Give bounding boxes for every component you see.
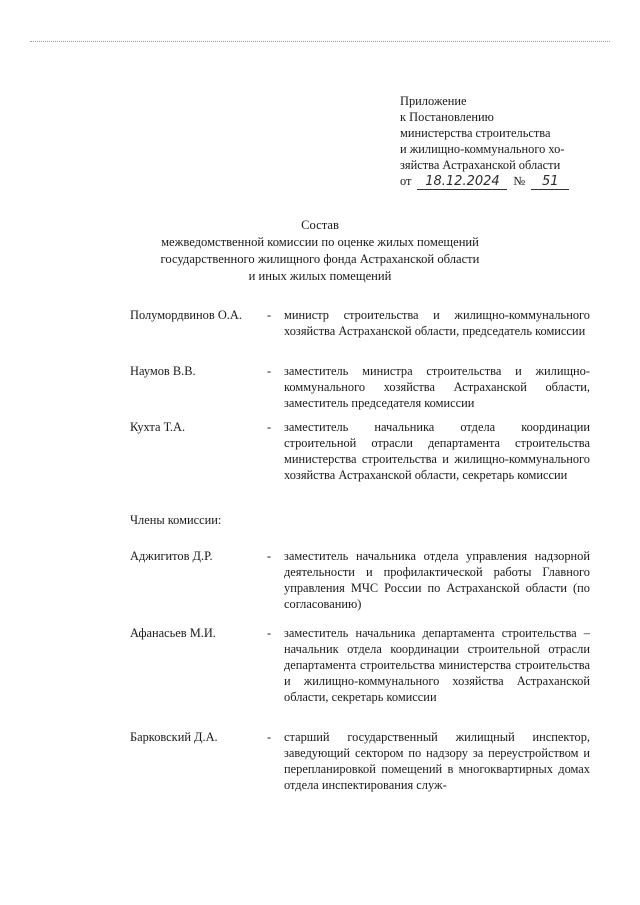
person-name: Барковский Д.А. [130, 730, 218, 744]
title-heading: Состав [301, 218, 339, 232]
person-description: заместитель министра строительства и жилищно-коммунального хозяйства Астраханской области, заместитель председателя комиссии [284, 364, 590, 410]
top-dotted-rule [30, 41, 610, 42]
appendix-block [400, 93, 605, 190]
person-name: Наумов В.В. [130, 364, 196, 378]
title-line-3: и иных жилых помещений [248, 269, 392, 283]
entry-dash: - [267, 626, 272, 640]
list-item [130, 548, 590, 612]
entry-dash: - [267, 364, 272, 378]
appendix-date-line [400, 173, 605, 190]
appendix-line-3: министерства строительства [400, 126, 551, 140]
entry-dash: - [267, 420, 272, 434]
list-item [130, 307, 590, 339]
person-name: Кухта Т.А. [130, 420, 186, 434]
entry-dash: - [267, 730, 272, 744]
appendix-line-4: и жилищно-коммунального хо- [400, 142, 565, 156]
list-item [130, 729, 590, 793]
person-name: Афанасьев М.И. [130, 626, 216, 640]
title-line-2: государственного жилищного фонда Астраханской области [160, 252, 480, 266]
date-prefix: от [400, 174, 412, 188]
members-heading: Члены комиссии: [130, 513, 222, 527]
appendix-line-2: к Постановлению [400, 110, 494, 124]
appendix-line-5: зяйства Астраханской области [400, 158, 561, 172]
person-name: Аджигитов Д.Р. [130, 549, 213, 563]
list-item [130, 363, 590, 411]
handwritten-date: 18.12.2024 [417, 175, 507, 190]
title-line-1: межведомственной комиссии по оценке жилых помещений [161, 235, 479, 249]
list-item [130, 419, 590, 483]
person-description: заместитель начальника отдела координации строительной отрасли департамента строительства министерства строительства и жилищно-коммунального хозяйства Астраханской области, секретарь комиссии [284, 420, 590, 482]
entry-dash: - [267, 549, 272, 563]
person-description: старший государственный жилищный инспектор, заведующий сектором по надзору за переустройством и перепланировкой помещений в многоквартирных домах отдела инспектирования служ- [284, 730, 590, 792]
person-description: заместитель начальника департамента строительства – начальник отдела координации строительной отрасли департамента строительства министерства строительства и жилищно-коммунального хозяйства Астраханской области, секретарь комиссии [284, 626, 590, 704]
person-description: министр строительства и жилищно-коммунального хозяйства Астраханской области, председатель комиссии [284, 308, 590, 338]
document-title [150, 217, 490, 285]
handwritten-number: 51 [531, 175, 569, 190]
list-item [130, 625, 590, 705]
entry-dash: - [267, 308, 272, 322]
appendix-line-1: Приложение [400, 94, 467, 108]
person-description: заместитель начальника отдела управления надзорной деятельности и профилактической работы Главного управления МЧС России по Астраханской области (по согласованию) [284, 549, 590, 611]
number-prefix: № [513, 174, 526, 188]
person-name: Полумордвинов О.А. [130, 308, 242, 322]
